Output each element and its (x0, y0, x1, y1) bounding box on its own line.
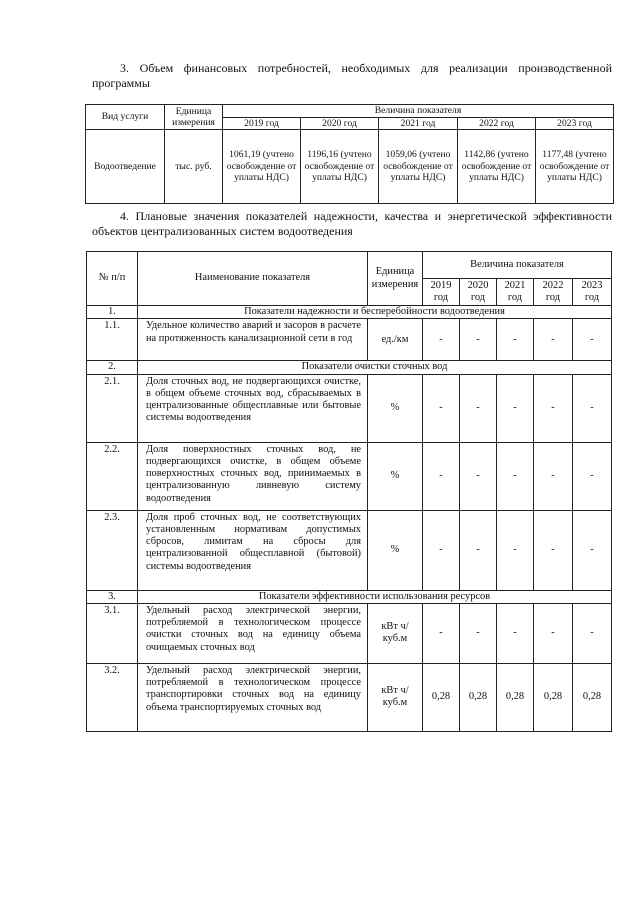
value-cell: - (497, 442, 534, 510)
section-number: 1. (87, 306, 138, 319)
value-cell: 0,28 (534, 663, 573, 731)
value-cell: 1059,06 (учтено освобождение от уплаты НДС) (379, 130, 458, 204)
row-number: 2.2. (87, 442, 138, 510)
section-number: 3. (87, 590, 138, 603)
row-number: 3.2. (87, 663, 138, 731)
value-cell: - (573, 603, 612, 663)
value-cell: 1196,16 (учтено освобождение от уплаты НДС) (301, 130, 379, 204)
row-number: 2.1. (87, 374, 138, 442)
section-number: 2. (87, 361, 138, 374)
value-cell: - (460, 319, 497, 361)
value-cell: - (497, 510, 534, 590)
financial-needs-table (85, 104, 614, 204)
indicator-name: Доля проб сточных вод, не соответствующих установленным нормативам допустимых сбросов, лимитам на сбросы для централизованной общесплавной (бытовой) системы водоотведения (138, 510, 368, 590)
col-no-header: № п/п (87, 252, 138, 306)
year-header: 2020 год (460, 279, 497, 306)
value-cell: - (497, 319, 534, 361)
indicator-name: Удельный расход электрической энергии, потребляемой в технологическом процессе транспортировки сточных вод на единицу объема транспортируемых сточных вод (138, 663, 368, 731)
unit-cell: кВт ч/куб.м (368, 663, 423, 731)
col-service-header: Вид услуги (86, 105, 165, 130)
unit-cell: % (368, 510, 423, 590)
value-cell: - (534, 319, 573, 361)
row-number: 1.1. (87, 319, 138, 361)
year-header: 2023 год (573, 279, 612, 306)
value-cell: - (534, 603, 573, 663)
unit-cell: тыс. руб. (165, 130, 223, 204)
value-cell: - (423, 510, 460, 590)
section-title: Показатели эффективности использования ресурсов (138, 590, 612, 603)
indicator-name: Доля сточных вод, не подвергающихся очистке, в общем объеме сточных вод, сбрасываемых в централизованные общесплавные или бытовые системы водоотведения (138, 374, 368, 442)
value-cell: - (423, 319, 460, 361)
year-header: 2019 год (423, 279, 460, 306)
year-header: 2021 год (497, 279, 534, 306)
unit-cell: кВт ч/куб.м (368, 603, 423, 663)
value-cell: - (423, 442, 460, 510)
indicators-table (86, 251, 612, 732)
section-title: Показатели надежности и бесперебойности водоотведения (138, 306, 612, 319)
col-unit-header: Единица измерения (165, 105, 223, 130)
section-4-heading: 4. Плановые значения показателей надежности, качества и энергетической эффективности объектов централизованных систем водоотведения (92, 209, 612, 238)
year-header: 2022 год (534, 279, 573, 306)
unit-cell: ед./км (368, 319, 423, 361)
value-cell: - (573, 510, 612, 590)
value-cell: - (460, 603, 497, 663)
col-name-header: Наименование показателя (138, 252, 368, 306)
value-cell: - (460, 442, 497, 510)
year-header: 2023 год (536, 117, 614, 130)
value-cell: - (460, 510, 497, 590)
col-value-header: Величина показателя (223, 105, 614, 118)
value-cell: 0,28 (460, 663, 497, 731)
value-cell: - (423, 374, 460, 442)
col-value-header: Величина показателя (423, 252, 612, 279)
value-cell: 1177,48 (учтено освобождение от уплаты НДС) (536, 130, 614, 204)
value-cell: - (573, 442, 612, 510)
value-cell: - (534, 374, 573, 442)
col-unit-header: Единица измерения (368, 252, 423, 306)
section-3-heading: 3. Объем финансовых потребностей, необходимых для реализации производственной программы (92, 61, 612, 90)
value-cell: 0,28 (423, 663, 460, 731)
service-cell: Водоотведение (86, 130, 165, 204)
row-number: 2.3. (87, 510, 138, 590)
value-cell: 1142,86 (учтено освобождение от уплаты НДС) (458, 130, 536, 204)
year-header: 2022 год (458, 117, 536, 130)
unit-cell: % (368, 374, 423, 442)
value-cell: - (534, 510, 573, 590)
value-cell: - (573, 374, 612, 442)
year-header: 2020 год (301, 117, 379, 130)
value-cell: 0,28 (497, 663, 534, 731)
value-cell: - (460, 374, 497, 442)
value-cell: - (497, 603, 534, 663)
year-header: 2019 год (223, 117, 301, 130)
value-cell: - (423, 603, 460, 663)
indicator-name: Доля поверхностных сточных вод, не подвергающихся очистке, в общем объеме поверхностных сточных вод, принимаемых в централизованную ливневую систему водоотведения (138, 442, 368, 510)
row-number: 3.1. (87, 603, 138, 663)
value-cell: 0,28 (573, 663, 612, 731)
year-header: 2021 год (379, 117, 458, 130)
value-cell: 1061,19 (учтено освобождение от уплаты НДС) (223, 130, 301, 204)
section-title: Показатели очистки сточных вод (138, 361, 612, 374)
indicator-name: Удельный расход электрической энергии, потребляемой в технологическом процессе очистки сточных вод на единицу объема очищаемых сточных вод (138, 603, 368, 663)
unit-cell: % (368, 442, 423, 510)
value-cell: - (573, 319, 612, 361)
indicator-name: Удельное количество аварий и засоров в расчете на протяженность канализационной сети в год (138, 319, 368, 361)
value-cell: - (534, 442, 573, 510)
value-cell: - (497, 374, 534, 442)
